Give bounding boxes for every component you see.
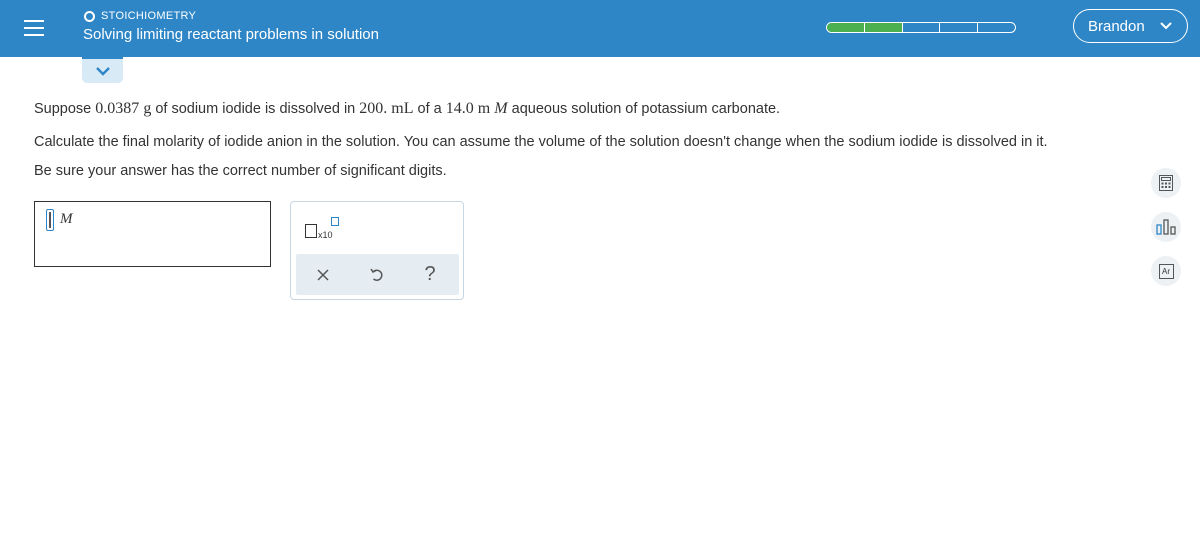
mass-value: 0.0387 bbox=[95, 100, 140, 117]
progress-segment bbox=[903, 23, 941, 32]
undo-button[interactable] bbox=[357, 254, 397, 295]
periodic-table-button[interactable] bbox=[1151, 256, 1181, 286]
question-text: of sodium iodide is dissolved in bbox=[151, 101, 360, 117]
placeholder-box-icon bbox=[305, 224, 317, 238]
x10-label: x10 bbox=[318, 230, 333, 240]
chevron-down-icon bbox=[94, 65, 112, 77]
clear-button[interactable] bbox=[303, 254, 343, 295]
undo-icon bbox=[370, 267, 384, 283]
periodic-table-label: Ar bbox=[1162, 266, 1170, 276]
x-icon bbox=[317, 269, 329, 281]
user-name: Brandon bbox=[1088, 17, 1145, 35]
calculator-icon bbox=[1159, 175, 1173, 191]
menu-icon[interactable] bbox=[24, 17, 44, 39]
tool-action-bar bbox=[296, 254, 459, 295]
progress-segment bbox=[827, 23, 865, 32]
periodic-table-icon bbox=[1159, 264, 1174, 279]
volume-value: 200. bbox=[359, 100, 388, 117]
question-line-1 bbox=[34, 100, 780, 118]
concentration-unit-prefix: m bbox=[477, 100, 491, 117]
calculator-button[interactable] bbox=[1151, 168, 1181, 198]
question-line-2: Calculate the final molarity of iodide anion in the solution. You can assume the volume of the solution doesn't change when the sodium iodide is dissolved in it. bbox=[34, 134, 1048, 150]
concentration-value: 14.0 bbox=[445, 100, 474, 117]
progress-segment bbox=[978, 23, 1015, 32]
volume-unit: mL bbox=[391, 100, 414, 117]
topic-circle-icon bbox=[84, 11, 95, 22]
concentration-unit: M bbox=[494, 100, 508, 117]
help-button[interactable] bbox=[410, 254, 450, 295]
question-text: Suppose bbox=[34, 101, 96, 117]
user-menu-button[interactable] bbox=[1073, 9, 1188, 43]
question-text: aqueous solution of potassium carbonate. bbox=[507, 101, 781, 117]
chevron-down-icon bbox=[1159, 20, 1173, 32]
topic-name: STOICHIOMETRY bbox=[101, 10, 197, 22]
data-chart-button[interactable] bbox=[1151, 212, 1181, 242]
help-label: ? bbox=[424, 263, 436, 285]
answer-unit: M bbox=[60, 211, 73, 227]
question-text: of a bbox=[413, 101, 446, 117]
top-bar bbox=[0, 0, 1200, 57]
lesson-title: Solving limiting reactant problems in solution bbox=[83, 26, 379, 43]
data-chart-icon bbox=[1156, 219, 1176, 235]
exponent-box-icon bbox=[331, 217, 339, 226]
scientific-notation-button[interactable] bbox=[305, 216, 345, 242]
progress-bar bbox=[826, 22, 1016, 33]
collapse-toggle-button[interactable] bbox=[82, 57, 123, 83]
mass-unit: g bbox=[143, 100, 152, 117]
answer-input-field[interactable] bbox=[46, 209, 54, 231]
question-line-3: Be sure your answer has the correct number of significant digits. bbox=[34, 163, 447, 179]
answer-input-box[interactable] bbox=[34, 201, 271, 267]
math-tools-panel bbox=[290, 201, 464, 300]
progress-segment bbox=[940, 23, 978, 32]
topic-label bbox=[84, 10, 196, 22]
progress-segment bbox=[865, 23, 903, 32]
